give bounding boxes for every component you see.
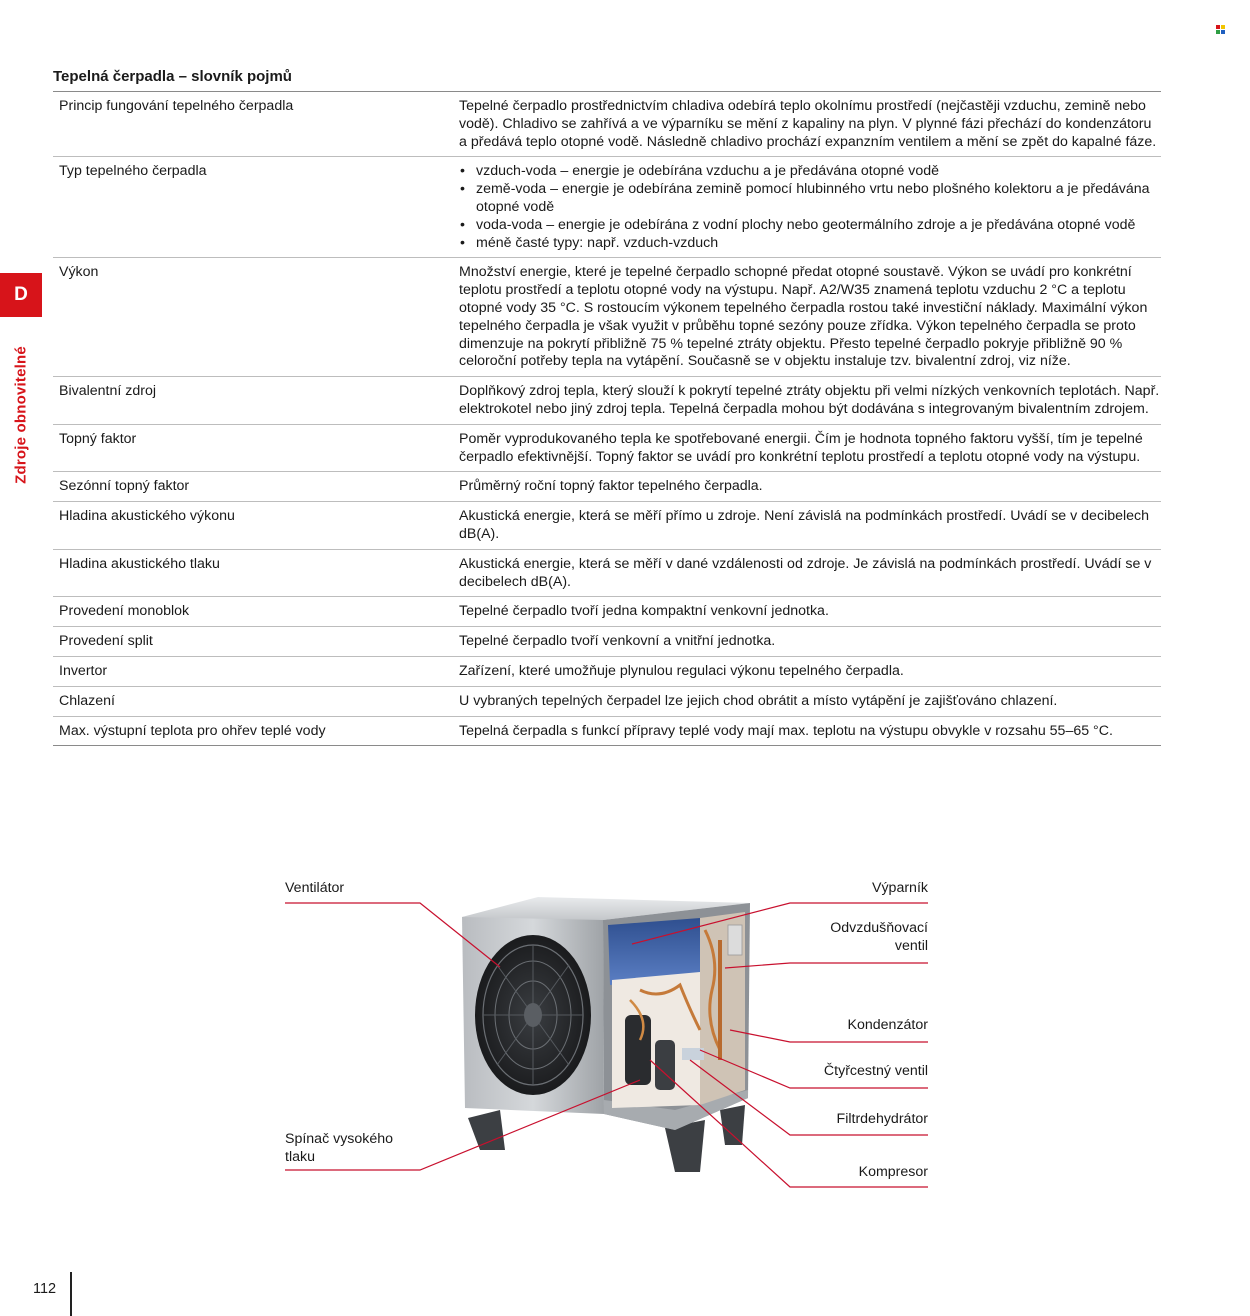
label-ventilator: Ventilátor: [285, 880, 345, 896]
definition: Zařízení, které umožňuje plynulou regulaci výkonu tepelného čerpadla.: [459, 662, 904, 679]
term: Invertor: [59, 662, 108, 679]
unit-interior: [608, 912, 745, 1108]
definition: Průměrný roční topný faktor tepelného čerpadla.: [459, 478, 763, 495]
list-item: • voda-voda – energie je odebírána z vodní plochy nebo geotermálního zdroje a je předávána otopné vodě: [459, 217, 1161, 235]
table-row: [53, 472, 1161, 502]
term: Max. výstupní teplota pro ohřev teplé vody: [59, 722, 326, 739]
term: Provedení split: [59, 633, 153, 650]
unit-casing: [462, 897, 750, 1130]
list-item: • méně časté typy: např. vzduch-vzduch: [459, 235, 1161, 253]
table-row: [53, 657, 1161, 687]
section-tab: D: [0, 273, 42, 317]
definition: U vybraných tepelných čerpadel lze jejich chod obrátit a místo vytápění je zajišťováno chlazení.: [459, 692, 1058, 709]
label-ctyrcestny-ventil: Čtyřcestný ventil: [823, 1063, 928, 1079]
label-kompresor: Kompresor: [858, 1164, 928, 1180]
definition: Poměr vyprodukovaného tepla ke spotřebované energii. Čím je hodnota topného faktoru vyšší, tím je tepelné čerpadlo efektivnější. Topný faktor se uvádí pro konkrétní teplotu prostředí a teplotu otopné vody na výstupu.: [459, 430, 1143, 465]
label-line: Odvzdušňovací: [830, 920, 928, 936]
table-row: [53, 425, 1161, 473]
label-kondenzator: Kondenzátor: [847, 1017, 928, 1033]
label-spinac-vysokeho-tlaku: [285, 1131, 393, 1167]
term: Provedení monoblok: [59, 603, 190, 620]
definition: Tepelné čerpadlo tvoří venkovní a vnitřní jednotka.: [459, 633, 776, 650]
definition: [459, 163, 1161, 252]
leader-ventilator: [285, 903, 500, 967]
term: Sezónní topný faktor: [59, 478, 190, 495]
table-row: [53, 157, 1161, 258]
table-row: [53, 92, 1161, 157]
brand-logo: [1216, 25, 1226, 35]
table-row: [53, 717, 1161, 747]
term: Chlazení: [59, 692, 115, 709]
definition: Množství energie, které je tepelné čerpadlo schopné předat otopné soustavě. Výkon se uvádí pro konkrétní teplotu prostředí a teplotu otopné vody na výstupu. Např. A2/W35 znamená teplotu vzduchu 2 °C a teplotu otopné vody 35 °C. S rostoucím výkonem tepelného čerpadla rostou také investiční náklady. Maximální výkon tepelného čerpadla je však využit v průběhu topné sezóny pouze zřídka. Výkon tepelného čerpadla se proto dimenzuje na pokrytí přibližně 75 % tepelné ztráty objektu. Přesto tepelné čerpadlo pokryje přibližně 90 % celoroční potřeby tepla na vytápění. Současně se v objektu instaluje tzv. bivalentní zdroj, viz níže.: [459, 264, 1148, 370]
table-row: [53, 687, 1161, 717]
term: Topný faktor: [59, 430, 137, 447]
term: Princip fungování tepelného čerpadla: [59, 98, 294, 114]
label-filtrdehydrator: Filtrdehydrátor: [836, 1111, 928, 1127]
label-line: tlaku: [285, 1148, 315, 1165]
definition: Tepelná čerpadla s funkcí přípravy teplé vody mají max. teplotu na výstupu obvykle v rozsahu 55–65 °C.: [459, 722, 1113, 739]
term: Typ tepelného čerpadla: [59, 163, 207, 180]
list-item: • země-voda – energie je odebírána zemině pomocí hlubinného vrtu nebo plošného kolektoru a je předávána otopné vodě: [459, 181, 1161, 217]
list-item: • vzduch-voda – energie je odebírána vzduchu a je předávána otopné vodě: [459, 163, 1161, 181]
leader-odvzdusnovaci: [725, 963, 928, 968]
table-row: [53, 258, 1161, 377]
definition: Akustická energie, která se měří přímo u zdroje. Není závislá na podmínkách prostředí. Uvádí se v decibelech dB(A).: [459, 508, 1149, 542]
table-row: [53, 550, 1161, 598]
page-number: 112: [33, 1281, 57, 1297]
unit-feet: [468, 1105, 745, 1172]
section-label: Zdroje obnovitelné: [12, 346, 30, 484]
table-row: [53, 597, 1161, 627]
definition: Akustická energie, která se měří v dané vzdálenosti od zdroje. Je závislá na podmínkách prostředí. Uvádí se v decibelech dB(A).: [459, 555, 1152, 590]
table-row: [53, 502, 1161, 550]
label-vyparnik: Výparník: [872, 880, 928, 896]
term: Hladina akustického výkonu: [59, 508, 235, 525]
term: Hladina akustického tlaku: [59, 555, 220, 572]
table-row: [53, 627, 1161, 657]
label-odvzdusnovaci-ventil: [760, 920, 928, 956]
label-line: ventil: [894, 937, 928, 954]
term: Bivalentní zdroj: [59, 383, 156, 400]
label-line: Spínač vysokého: [285, 1131, 394, 1147]
page-number-rule: [70, 1272, 72, 1316]
fan-grille: [475, 935, 591, 1095]
term: Výkon: [59, 264, 99, 281]
table-row: [53, 377, 1161, 425]
page-title: Tepelná čerpadla – slovník pojmů: [53, 68, 292, 85]
definition: Tepelné čerpadlo tvoří jedna kompaktní venkovní jednotka.: [459, 603, 829, 620]
type-list: [459, 163, 1161, 252]
definition: Tepelné čerpadlo prostřednictvím chladiva odebírá teplo okolnímu prostředí (nejčastěji vzduchu, zemině nebo vodě). Chladivo se zahřívá a ve výparníku se mění z kapaliny na plyn. V plynné fázi přechází do kondenzátoru a předává teplo otopné vodě. Následně chladivo prochází expanzním ventilem a mění se zpět do kapalné fáze.: [459, 98, 1157, 150]
definition: Doplňkový zdroj tepla, který slouží k pokrytí tepelné ztráty objektu při velmi nízkých venkovních teplotách. Např. elektrokotel nebo jiný zdroj tepla. Tepelná čerpadla mohou být dodávána s integrovaným bivalentním zdrojem.: [459, 383, 1160, 417]
glossary-table: [53, 91, 1161, 746]
